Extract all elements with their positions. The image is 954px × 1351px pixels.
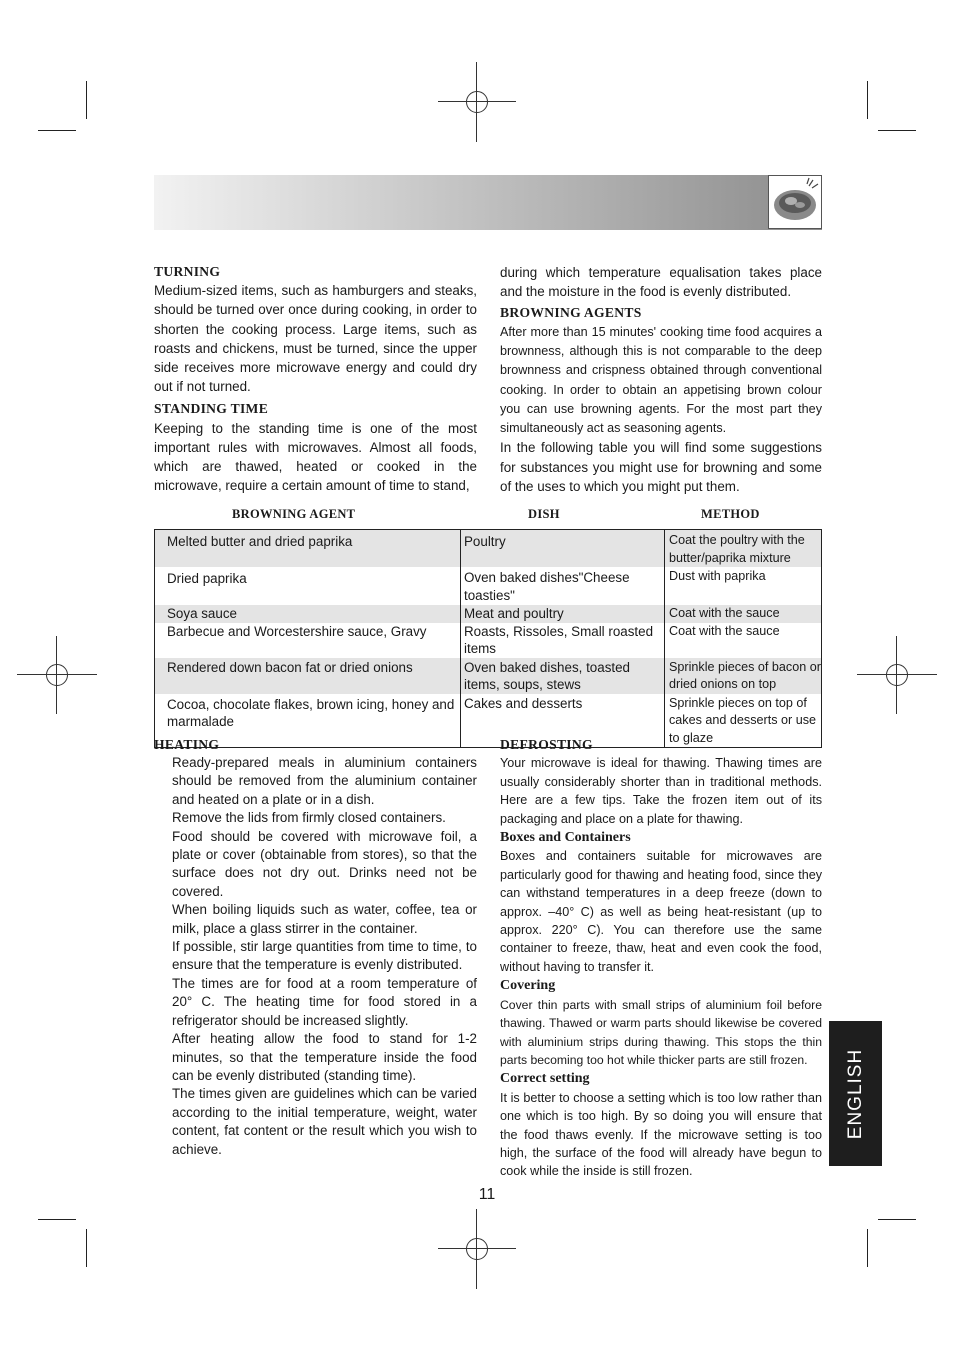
browning-table: [154, 529, 822, 748]
list-item: Remove the lids from firmly closed containers.: [172, 810, 446, 826]
agent-cell: Soya sauce: [155, 605, 461, 623]
method-cell: Coat the poultry with the butter/paprika mixture: [665, 530, 822, 568]
turning-heading: TURNING: [154, 264, 221, 279]
agent-cell: Dried paprika: [155, 567, 461, 605]
table-header-agent: BROWNING AGENT: [232, 507, 356, 521]
list-item: If possible, stir large quantities from time to time, to ensure that the temperature is evenly distributed.: [172, 939, 477, 973]
registration-mark: [438, 1229, 516, 1269]
covering-text: Cover thin parts with small strips of aluminium foil before thawing. Thawed or warm parts should likewise be covered with aluminium strips during thawing. This stops the thin parts becoming too hot while thicker parts are still frozen.: [500, 997, 822, 1067]
standing-time-continued: during which temperature equalisation takes place and the moisture in the food is evenly distributed.: [500, 265, 822, 300]
dish-cell: Oven baked dishes, toasted items, soups, stews: [461, 658, 665, 694]
agent-cell: Cocoa, chocolate flakes, brown icing, honey and marmalade: [155, 694, 461, 748]
method-cell: Coat with the sauce: [665, 605, 822, 623]
list-item: The times given are guidelines which can be varied according to the initial temperature, weight, water content, fat content or the result which you wish to achieve.: [172, 1086, 477, 1157]
dish-cell: Cakes and desserts: [461, 694, 665, 748]
registration-mark: [877, 636, 917, 714]
table-row: [155, 530, 822, 568]
list-item: The times are for food at a room temperature of 20° C. The heating time for food stored in a refrigerator should be increased slightly.: [172, 975, 477, 1028]
method-cell: Coat with the sauce: [669, 623, 780, 638]
heating-heading: HEATING: [154, 737, 220, 752]
agent-cell: Rendered down bacon fat or dried onions: [155, 658, 461, 694]
right-column-top: [500, 263, 822, 496]
correct-setting-heading: Correct setting: [500, 1071, 590, 1087]
browning-agents-heading: BROWNING AGENTS: [500, 305, 642, 321]
crop-mark: [86, 1229, 87, 1267]
browning-agents-text-2: In the following table you will find some suggestions for substances you might use for browning and some of the uses to which you might put them.: [500, 440, 822, 494]
header-banner: [154, 175, 822, 230]
right-column-bottom: [500, 736, 822, 1181]
method-cell: Sprinkle pieces on top of cakes and desserts or use to glaze: [669, 695, 817, 745]
table-header-method: METHOD: [701, 507, 760, 521]
correct-setting-text: It is better to choose a setting which is too low rather than one which is too high. By so doing you will ensure that the food thaws evenly. If the microwave setting is too high, the surface of the food will already have begun to cook while the inside is still frozen.: [500, 1090, 822, 1179]
left-column-top: [154, 262, 477, 495]
list-item: Ready-prepared meals in aluminium containers should be removed from the aluminium container and heated on a plate or in a dish.: [172, 755, 477, 807]
list-item: Food should be covered with microwave foil, a plate or cover (obtainable from stores), so that the surface does not dry out. Drinks need not be covered.: [172, 828, 477, 899]
table-row: [155, 658, 822, 694]
table-header-dish: DISH: [528, 507, 560, 521]
table-row: [155, 567, 822, 605]
table-row: [155, 623, 822, 658]
boxes-heading: Boxes and Containers: [500, 830, 631, 846]
language-tab: [829, 1021, 882, 1166]
table-row: [155, 605, 822, 623]
dish-cell: Meat and poultry: [461, 605, 665, 623]
crop-mark: [878, 1219, 916, 1220]
food-dish-icon: [768, 175, 822, 229]
standing-time-heading: STANDING TIME: [154, 401, 269, 417]
crop-mark: [867, 1229, 868, 1267]
defrosting-heading: DEFROSTING: [500, 737, 593, 752]
dish-cell: Poultry: [461, 530, 665, 568]
browning-agents-text: After more than 15 minutes' cooking time food acquires a brownness, although this is not comparable to the deep brownness and crispness obtained through conventional cooking. In order to obtain an appetising brown colour you can use browning agents. For the most part they simultaneously act as seasoning agents.: [500, 324, 822, 436]
crop-mark: [867, 81, 868, 119]
crop-mark: [38, 130, 76, 131]
dish-cell: Roasts, Rissoles, Small roasted items: [461, 623, 665, 658]
covering-heading: Covering: [500, 978, 556, 994]
agent-cell: Melted butter and dried paprika: [155, 530, 461, 568]
registration-mark: [438, 82, 516, 122]
boxes-text: Boxes and containers suitable for microwaves are particularly good for thawing and heating food, since they can withstand temperatures in a deep freeze (down to approx. –40° C) as well as being heat-resistant (up to approx. 220° C). You can therefore use the same container to freeze, thaw, heat and even cook the food, without having to transfer it.: [500, 849, 822, 974]
list-item: After heating allow the food to stand for 1-2 minutes, so that the temperature inside the food can be evenly distributed (standing time).: [172, 1031, 477, 1083]
crop-mark: [38, 1219, 76, 1220]
page-number: 11: [478, 1186, 496, 1203]
method-cell: Dust with paprika: [669, 569, 766, 583]
turning-text: Medium-sized items, such as hamburgers and steaks, should be turned over once during cooking, in order to shorten the cooking process. Large items, such as roasts and chickens, must be turned, since the upper side receives more microwave energy and could dry out if not turned.: [154, 283, 477, 395]
heating-list: [172, 754, 477, 1159]
language-tab-label: ENGLISH: [844, 1048, 866, 1139]
crop-mark: [86, 81, 87, 119]
dish-cell: Oven baked dishes"Cheese toasties": [461, 567, 665, 605]
crop-mark: [878, 130, 916, 131]
list-item: When boiling liquids such as water, coffee, tea or milk, place a glass stirrer in the container.: [172, 902, 477, 936]
registration-mark: [37, 636, 77, 714]
agent-cell: Barbecue and Worcestershire sauce, Gravy: [155, 623, 461, 658]
method-cell: Sprinkle pieces of bacon or dried onions on top: [665, 658, 822, 694]
defrosting-text: Your microwave is ideal for thawing. Thawing times are usually considerably shorter than in traditional methods. Here are a few tips. Take the frozen item out of its packaging and place on a plate for thawing.: [500, 756, 822, 826]
standing-time-text: Keeping to the standing time is one of the most important rules with microwaves. Almost all foods, which are thawed, heated or cooked in the microwave, require a certain amount of time to stand,: [154, 420, 477, 494]
